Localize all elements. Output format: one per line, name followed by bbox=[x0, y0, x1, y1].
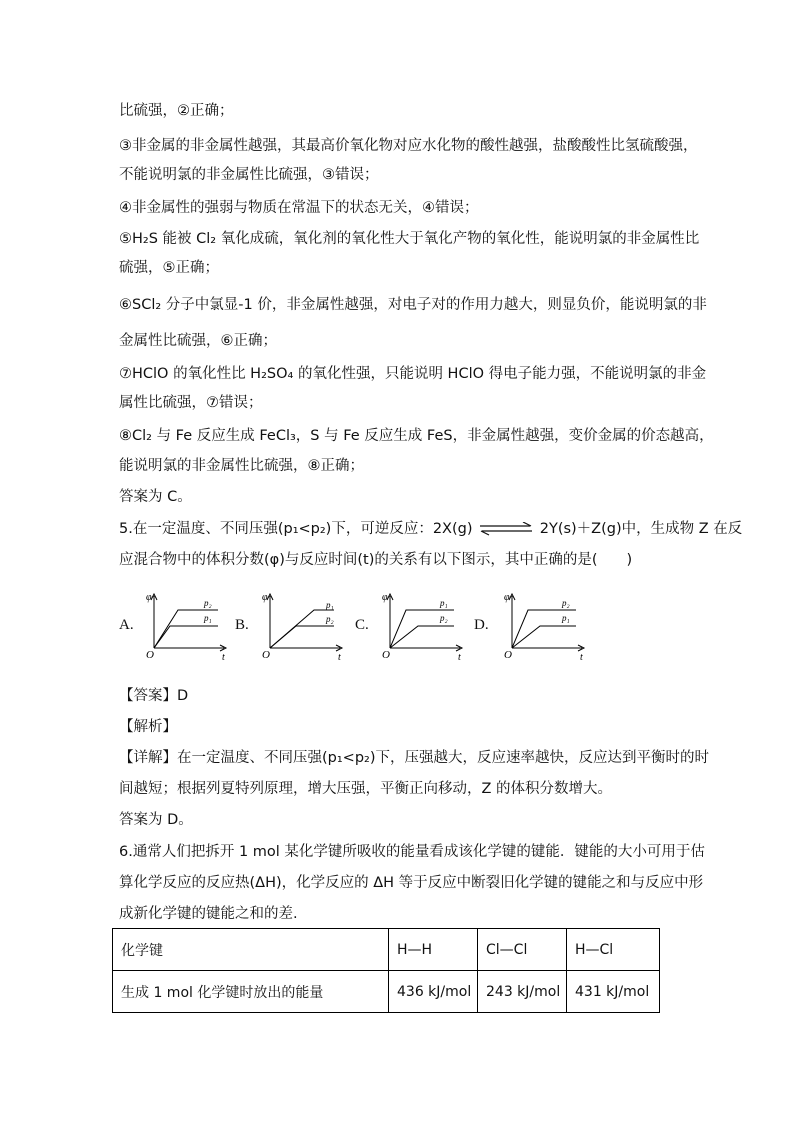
table-cell: H—Cl bbox=[567, 929, 660, 971]
y-axis-label: φ bbox=[146, 592, 152, 603]
answer-line: 【答案】D bbox=[119, 688, 189, 704]
upper-curve-label: p₁ bbox=[440, 598, 448, 608]
bond-energy-table bbox=[112, 928, 660, 1013]
analysis-heading: 【解析】 bbox=[119, 719, 177, 735]
question-5-stem-line2: 应混合物中的体积分数(φ)与反应时间(t)的关系有以下图示，其中正确的是( ) bbox=[119, 552, 633, 568]
x-axis-label: t bbox=[458, 652, 461, 660]
table-cell: 431 kJ/mol bbox=[567, 971, 660, 1013]
question-5-stem bbox=[119, 519, 742, 539]
table-cell: 化学键 bbox=[113, 929, 389, 971]
table-cell: 生成 1 mol 化学键时放出的能量 bbox=[113, 971, 389, 1013]
option-a-label: A. bbox=[119, 617, 134, 633]
table-cell: H—H bbox=[389, 929, 478, 971]
origin-label: O bbox=[262, 649, 270, 660]
text-line: ③非金属的非金属性越强，其最高价氧化物对应水化物的酸性越强，盐酸酸性比氢硫酸强， bbox=[119, 138, 698, 154]
text-line: 属性比硫强，⑦错误； bbox=[119, 395, 263, 411]
option-c-graph bbox=[376, 590, 466, 660]
question-6-line: 成新化学键的键能之和的差. bbox=[119, 906, 298, 922]
text-line: 答案为 C。 bbox=[119, 489, 192, 505]
option-d-graph bbox=[498, 590, 588, 660]
upper-curve-label: p₁ bbox=[326, 600, 334, 610]
table-header-row bbox=[113, 929, 660, 971]
lower-curve-label: p₁ bbox=[562, 613, 570, 623]
lower-curve-label: p₂ bbox=[440, 613, 448, 623]
text-line: 比硫强，②正确； bbox=[119, 103, 234, 119]
origin-label: O bbox=[146, 649, 154, 660]
option-b-label: B. bbox=[235, 617, 249, 633]
question-5-text-after-arrow: 2Y(s)＋Z(g)中，生成物 Z 在反 bbox=[539, 521, 743, 537]
origin-label: O bbox=[382, 649, 390, 660]
option-b-graph bbox=[256, 590, 346, 660]
table-cell: 243 kJ/mol bbox=[478, 971, 567, 1013]
y-axis-label: φ bbox=[382, 592, 388, 603]
y-axis-label: φ bbox=[262, 592, 268, 603]
lower-curve-label: p₂ bbox=[326, 614, 334, 624]
x-axis-label: t bbox=[338, 652, 341, 660]
detail-line: 间越短；根据列夏特列原理，增大压强，平衡正向移动，Z 的体积分数增大。 bbox=[119, 781, 613, 797]
question-5-text-before-arrow: 5.在一定温度、不同压强(p₁<p₂)下，可逆反应：2X(g) bbox=[119, 521, 473, 537]
lower-curve-label: p₁ bbox=[204, 613, 212, 623]
table-cell: 436 kJ/mol bbox=[389, 971, 478, 1013]
detail-line: 【详解】在一定温度、不同压强(p₁<p₂)下，压强越大，反应速率越快，反应达到平衡时的时 bbox=[119, 750, 709, 766]
upper-curve-label: p₂ bbox=[204, 598, 212, 608]
table-row bbox=[113, 971, 660, 1013]
origin-label: O bbox=[504, 649, 512, 660]
text-line: 能说明氯的非金属性比硫强，⑧正确； bbox=[119, 458, 364, 474]
question-6-line: 6.通常人们把拆开 1 mol 某化学键所吸收的能量看成该化学键的键能．键能的大小可用于估 bbox=[119, 844, 705, 860]
text-line: ⑥SCl₂ 分子中氯显-1 价，非金属性越强，对电子对的作用力越大，则显负价，能说明氯的非 bbox=[119, 297, 707, 313]
text-line: ⑤H₂S 能被 Cl₂ 氧化成硫，氧化剂的氧化性大于氧化产物的氧化性，能说明氯的非金属性比 bbox=[119, 231, 700, 247]
text-line: 金属性比硫强，⑥正确； bbox=[119, 333, 277, 349]
question-6-line: 算化学反应的反应热(ΔH)，化学反应的 ΔH 等于反应中断裂旧化学键的键能之和与反应中形 bbox=[119, 875, 704, 891]
answer-d-line: 答案为 D。 bbox=[119, 812, 193, 828]
y-axis-label: φ bbox=[504, 592, 510, 603]
upper-curve-label: p₂ bbox=[562, 598, 570, 608]
table-cell: Cl—Cl bbox=[478, 929, 567, 971]
text-line: ⑧Cl₂ 与 Fe 反应生成 FeCl₃，S 与 Fe 反应生成 FeS，非金属性越强，变价金属的价态越高， bbox=[119, 428, 714, 444]
option-a-graph bbox=[140, 590, 230, 660]
text-line: 不能说明氯的非金属性比硫强，③错误； bbox=[119, 167, 379, 183]
option-c-label: C. bbox=[355, 617, 369, 633]
text-line: 硫强，⑤正确； bbox=[119, 260, 219, 276]
x-axis-label: t bbox=[580, 652, 583, 660]
equilibrium-arrow-icon bbox=[478, 522, 534, 536]
text-line: ④非金属性的强弱与物质在常温下的状态无关，④错误； bbox=[119, 200, 479, 216]
x-axis-label: t bbox=[222, 652, 225, 660]
text-line: ⑦HClO 的氧化性比 H₂SO₄ 的氧化性强，只能说明 HClO 得电子能力强，不能说明氯的非金 bbox=[119, 366, 707, 382]
option-d-label: D. bbox=[474, 617, 489, 633]
